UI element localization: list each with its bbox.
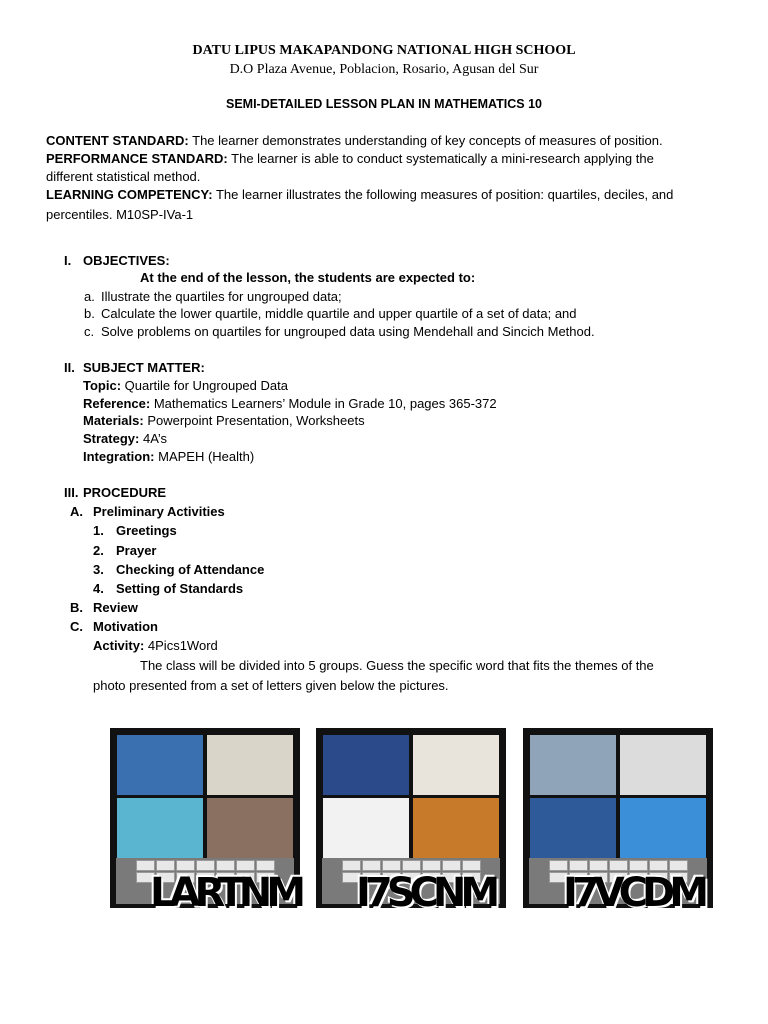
learning-competency-cont: percentiles. M10SP-IVa-1 [46, 207, 194, 222]
puzzle-panel [316, 728, 506, 916]
attendance-marker: 3. [93, 562, 104, 577]
standards-marker: 4. [93, 581, 104, 596]
puzzle-letters: I7VCDM [563, 870, 704, 916]
performance-standard-text: The learner is able to conduct systematically a mini-research applying the [227, 151, 654, 166]
learning-competency-label: LEARNING COMPETENCY: [46, 187, 213, 202]
activity-description-cont: photo presented from a set of letters given below the pictures. [93, 678, 449, 693]
puzzle-photo [323, 798, 409, 858]
puzzle-photo [620, 798, 706, 858]
standards-label: Setting of Standards [116, 581, 244, 596]
motivation-marker: C. [70, 619, 83, 634]
puzzle-panel [110, 728, 301, 916]
objective-b-marker: b. [84, 306, 95, 321]
prayer-label: Prayer [116, 543, 157, 558]
puzzle-photo [413, 735, 499, 795]
greetings-marker: 1. [93, 523, 104, 538]
puzzle-photo [117, 735, 203, 795]
integration-row: Integration: MAPEH (Health) [83, 449, 255, 464]
lesson-plan-title: SEMI-DETAILED LESSON PLAN IN MATHEMATICS 10 [226, 97, 542, 111]
objective-c-marker: c. [84, 324, 95, 339]
attendance-label: Checking of Attendance [116, 562, 265, 577]
subject-matter-heading: SUBJECT MATTER: [83, 360, 205, 375]
puzzle-photo [207, 798, 293, 858]
puzzle-panel [523, 728, 713, 916]
preliminary-marker: A. [70, 504, 83, 519]
learning-competency [46, 187, 673, 202]
puzzle-panels [0, 728, 768, 928]
puzzle-photo [530, 735, 616, 795]
content-standard-label: CONTENT STANDARD: [46, 133, 189, 148]
objectives-intro: At the end of the lesson, the students are expected to: [140, 270, 476, 285]
performance-standard [46, 151, 654, 166]
motivation-label: Motivation [93, 619, 158, 634]
objective-b-text: Calculate the lower quartile, middle quartile and upper quartile of a set of data; and [101, 306, 577, 321]
procedure-numeral: III. [64, 485, 79, 500]
puzzle-photo [117, 798, 203, 858]
puzzle-photo [323, 735, 409, 795]
puzzle-letters: I7SCNM [356, 870, 495, 916]
reference-row: Reference: Mathematics Learners’ Module in Grade 10, pages 365-372 [83, 396, 497, 411]
preliminary-label: Preliminary Activities [93, 504, 225, 519]
puzzle-photo [620, 735, 706, 795]
school-name: DATU LIPUS MAKAPANDONG NATIONAL HIGH SCHOOL [192, 43, 576, 58]
review-label: Review [93, 600, 138, 615]
prayer-marker: 2. [93, 543, 104, 558]
objectives-numeral: I. [64, 253, 72, 268]
topic-row: Topic: Quartile for Ungrouped Data [83, 378, 288, 393]
objectives-heading: OBJECTIVES: [83, 253, 170, 268]
subject-matter-numeral: II. [64, 360, 75, 375]
activity-description: The class will be divided into 5 groups. Guess the specific word that fits the themes of the [140, 658, 654, 673]
learning-competency-text: The learner illustrates the following measures of position: quartiles, deciles, and [212, 187, 674, 202]
school-address: D.O Plaza Avenue, Poblacion, Rosario, Agusan del Sur [229, 62, 539, 77]
procedure-heading: PROCEDURE [83, 485, 167, 500]
performance-standard-cont: different statistical method. [46, 169, 201, 184]
strategy-row: Strategy: 4A’s [83, 431, 168, 446]
content-standard [46, 133, 663, 148]
materials-row: Materials: Powerpoint Presentation, Worksheets [83, 413, 365, 428]
objective-a-text: Illustrate the quartiles for ungrouped data; [101, 289, 342, 304]
puzzle-letters: LARTNM [150, 870, 301, 916]
puzzle-photo [530, 798, 616, 858]
objective-a-marker: a. [84, 289, 95, 304]
greetings-label: Greetings [116, 523, 177, 538]
activity-row: Activity: 4Pics1Word [93, 638, 218, 653]
content-standard-text: The learner demonstrates understanding of key concepts of measures of position. [188, 133, 663, 148]
objective-c-text: Solve problems on quartiles for ungrouped data using Mendehall and Sincich Method. [101, 324, 595, 339]
performance-standard-label: PERFORMANCE STANDARD: [46, 151, 228, 166]
review-marker: B. [70, 600, 83, 615]
puzzle-photo [413, 798, 499, 858]
puzzle-photo [207, 735, 293, 795]
